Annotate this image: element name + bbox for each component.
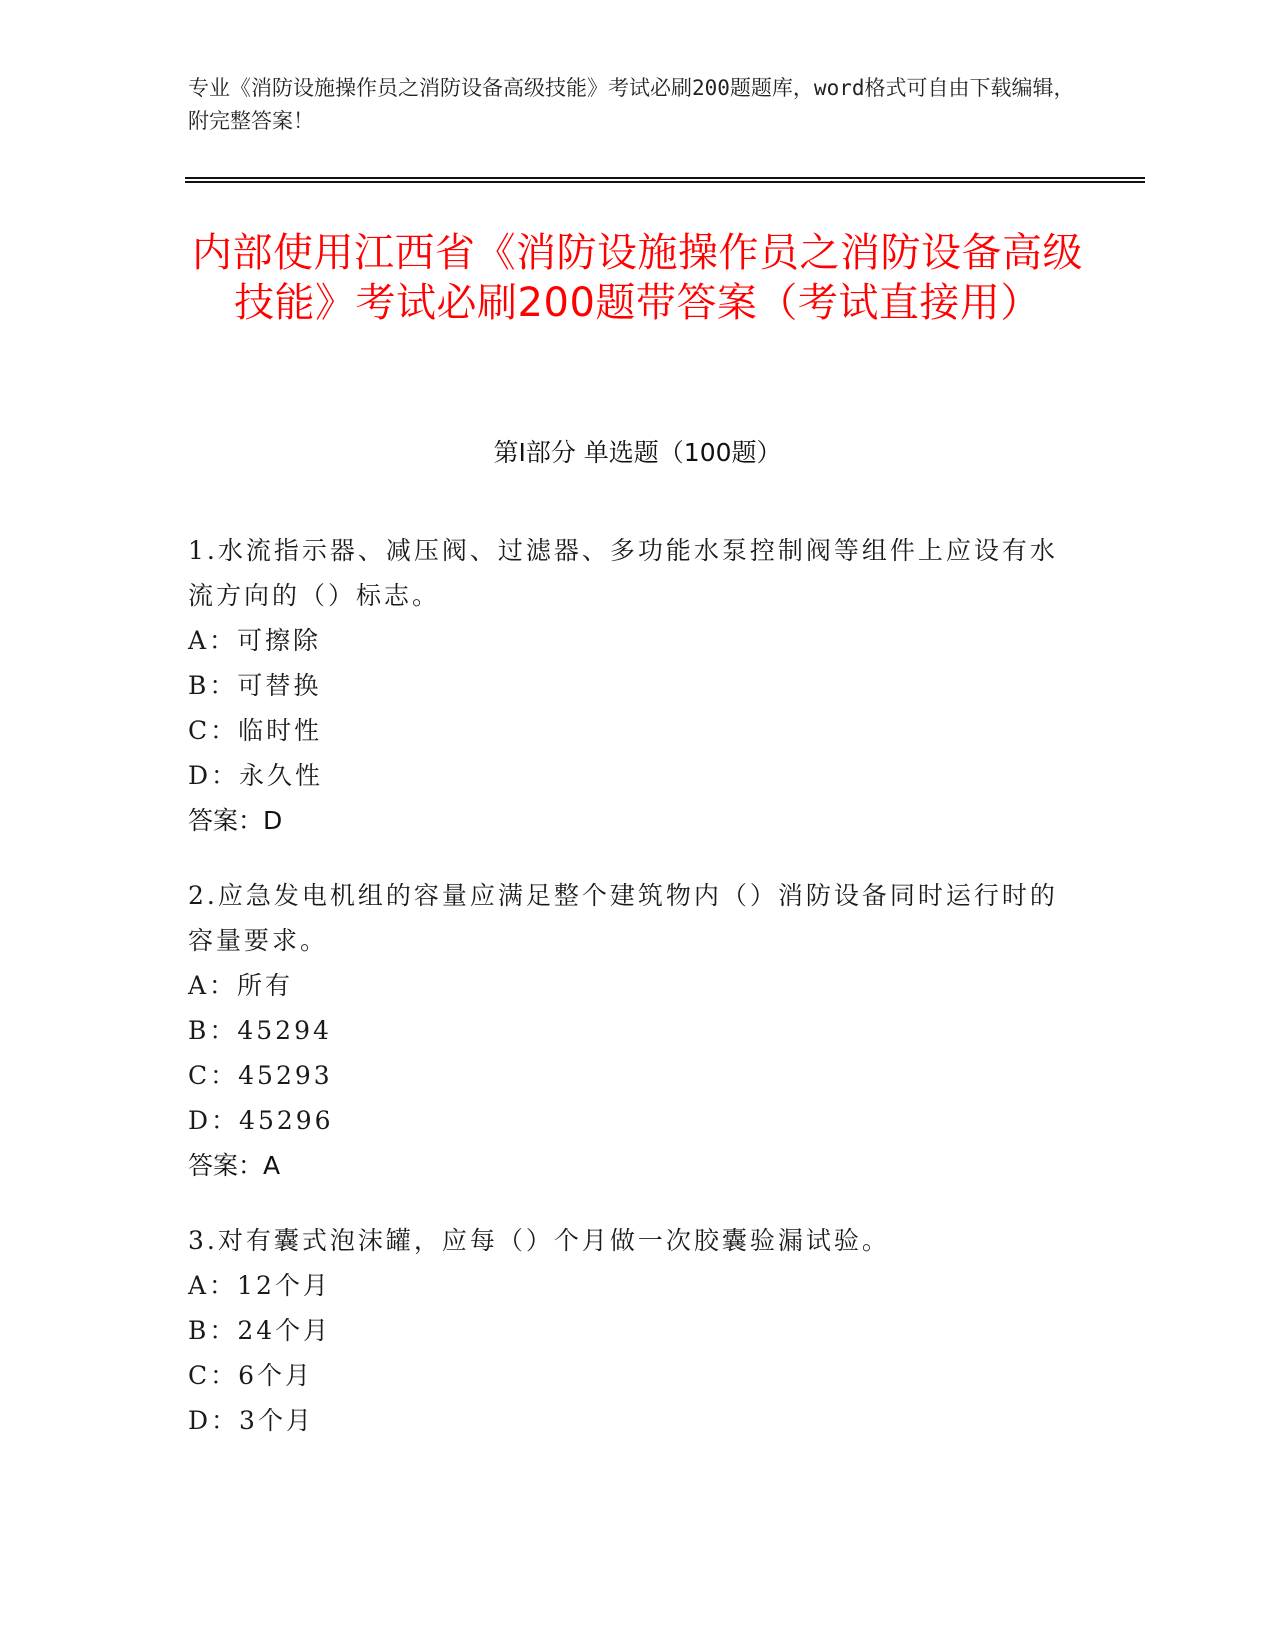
option-a: A：所有 (188, 971, 294, 1000)
header-rule-bottom (185, 181, 1145, 183)
option-b: B：24个月 (188, 1316, 332, 1345)
option-d: D：3个月 (188, 1406, 314, 1435)
option-c: C：6个月 (188, 1361, 314, 1390)
option-c: C：45293 (188, 1061, 333, 1090)
option-d: D：45296 (188, 1106, 334, 1135)
document-title: 内部使用江西省《消防设施操作员之消防设备高级技能》考试必刷200题带答案（考试直接用） (192, 230, 1083, 326)
question-text: 2.应急发电机组的容量应满足整个建筑物内（）消防设备同时运行时的容量要求。 (188, 881, 1058, 955)
option-d: D：永久性 (188, 761, 324, 790)
question-2 (188, 873, 1068, 1188)
option-b: B：45294 (188, 1016, 332, 1045)
question-text: 3.对有囊式泡沫罐，应每（）个月做一次胶囊验漏试验。 (188, 1226, 890, 1255)
option-b: B：可替换 (188, 671, 322, 700)
header-rule-top (185, 177, 1145, 179)
question-3 (188, 1218, 1068, 1443)
answer: 答案：A (188, 1151, 281, 1180)
option-c: C：临时性 (188, 716, 323, 745)
question-1 (188, 528, 1068, 843)
question-list (188, 528, 1068, 1473)
option-a: A：12个月 (188, 1271, 331, 1300)
option-a: A：可擦除 (188, 626, 322, 655)
question-text: 1.水流指示器、减压阀、过滤器、多功能水泵控制阀等组件上应设有水流方向的（）标志。 (188, 536, 1058, 610)
answer: 答案：D (188, 806, 283, 835)
header-note: 专业《消防设施操作员之消防设备高级技能》考试必刷200题题库，word格式可自由下载编辑，附完整答案！ (188, 76, 1075, 133)
section-heading: 第I部分 单选题（100题） (493, 438, 782, 467)
